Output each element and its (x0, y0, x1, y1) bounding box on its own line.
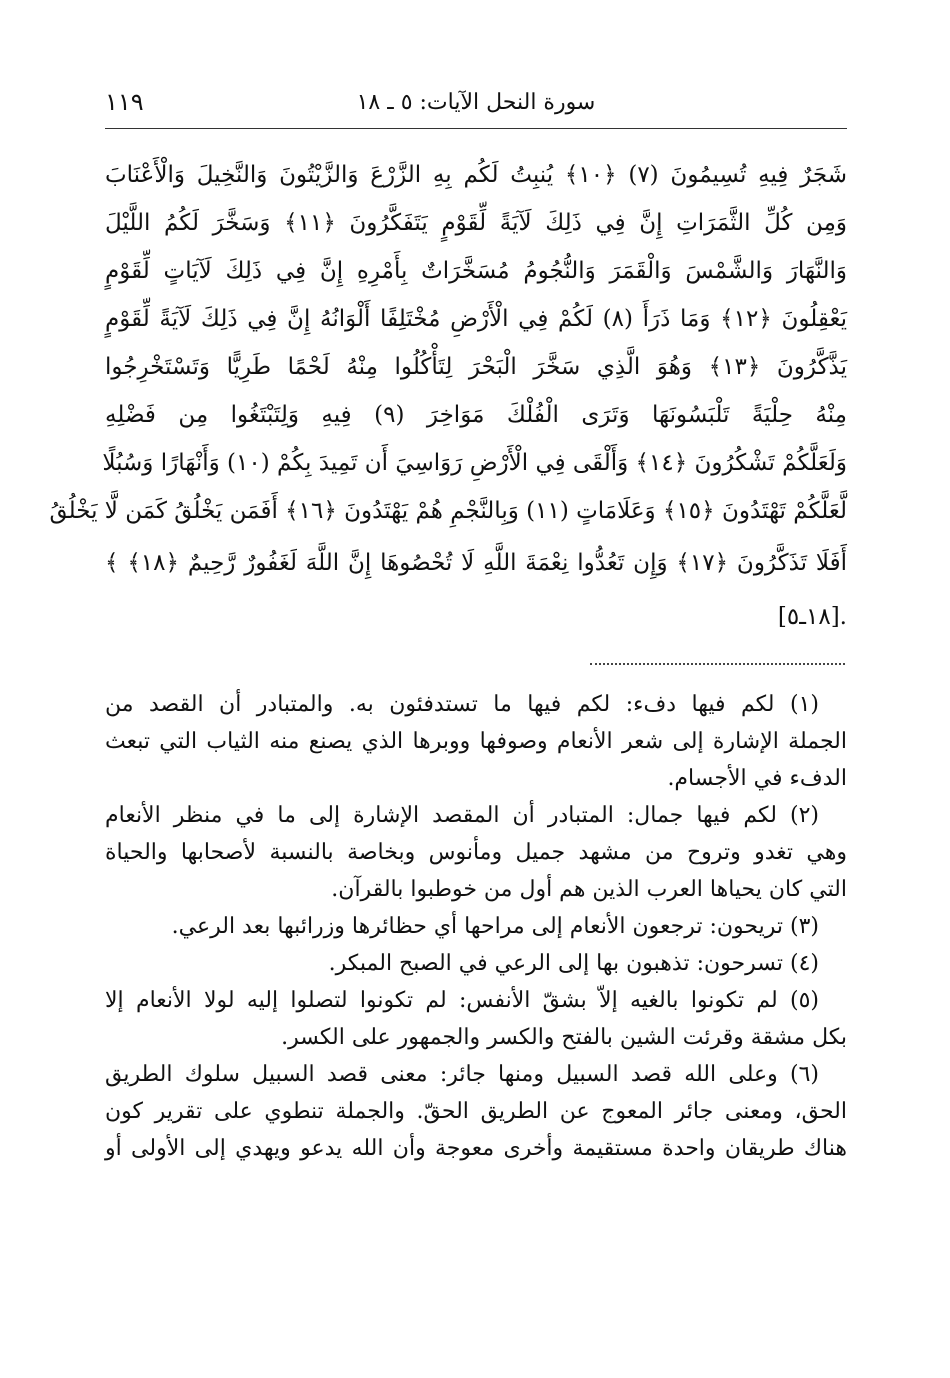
header-rule (105, 128, 847, 129)
verse-line: وَمِن كُلِّ الثَّمَرَاتِ إِنَّ فِي ذَلِكَ لَآيَةً لِّقَوْمٍ يَتَفَكَّرُونَ ﴿١١﴾ وَسَخَّرَ لَكُمُ اللَّيْلَ (105, 210, 847, 236)
running-title: سورة النحل الآيات: ٥ ـ ١٨ (356, 90, 596, 115)
footnote-line: بكل مشقة وقرئت الشين بالفتح والكسر والجمهور على الكسر. (281, 1025, 847, 1050)
verse-line: أَفَلَا تَذَكَّرُونَ ﴿١٧﴾ وَإِن تَعُدُّوا نِعْمَةَ اللَّهِ لَا تُحْصُوهَا إِنَّ اللَّهَ لَغَفُورٌ رَّحِيمٌ ﴿١٨﴾ ﴾ (105, 550, 847, 576)
verse-line: شَجَرٌ فِيهِ تُسِيمُونَ (٧) ﴿١٠﴾ يُنبِتُ لَكُم بِهِ الزَّرْعَ وَالزَّيْتُونَ وَالنَّخِيلَ وَالْأَعْنَابَ (105, 162, 847, 188)
footnote-line: التي كان يحياها العرب الذين هم أول من خوطبوا بالقرآن. (331, 877, 847, 902)
footnote-line: (٦) وعلى الله قصد السبيل ومنها جائر: معنى قصد السبيل سلوك الطريق (105, 1062, 819, 1087)
verse-line: مِنْهُ حِلْيَةً تَلْبَسُونَهَا وَتَرَى الْفُلْكَ مَوَاخِرَ (٩) فِيهِ وَلِتَبْتَغُوا مِن فَضْلِهِ (105, 402, 847, 428)
verse-line: لَّعَلَّكُمْ تَهْتَدُونَ ﴿١٥﴾ وَعَلَامَاتٍ (١١) وَبِالنَّجْمِ هُمْ يَهْتَدُونَ ﴿١٦﴾ أَفَمَن يَخْلُقُ كَمَن لَّا يَخْلُقُ (49, 498, 847, 524)
footnote-line: (٥) لم تكونوا بالغيه إلاّ بشقّ الأنفس: لم تكونوا لتصلوا إليه لولا الأنعام إلا (105, 988, 819, 1013)
footnote-line: (٣) تريحون: ترجعون الأنعام إلى مراحها أي حظائرها وزرائبها بعد الرعي. (171, 914, 819, 939)
footnote-line: (٢) لكم فيها جمال: المتبادر أن المقصد الإشارة إلى ما في منظر الأنعام (105, 803, 819, 828)
footnote-line: الحق، ومعنى جائر المعوج عن الطريق الحقّ. والجملة تنطوي على تقرير كون (105, 1099, 847, 1124)
verse-line: يَذَّكَّرُونَ ﴿١٣﴾ وَهُوَ الَّذِي سَخَّرَ الْبَحْرَ لِتَأْكُلُوا مِنْهُ لَحْمًا طَرِيًّا وَتَسْتَخْرِجُوا (105, 354, 847, 380)
page-header (105, 88, 847, 122)
footnote-line: (٤) تسرحون: تذهبون بها إلى الرعي في الصبح المبكر. (328, 951, 819, 976)
verse-line: وَالنَّهَارَ وَالشَّمْسَ وَالْقَمَرَ وَالنُّجُومُ مُسَخَّرَاتٌ بِأَمْرِهِ إِنَّ فِي ذَلِكَ لَآيَاتٍ لِّقَوْمٍ (105, 258, 847, 284)
footnote-separator (590, 663, 845, 665)
footnote-line: (١) لكم فيها دفء: لكم فيها ما تستدفئون به. والمتبادر أن القصد من (105, 692, 819, 717)
footnote-line: هناك طريقان واحدة مستقيمة وأخرى معوجة وأن الله يدعو ويهدي إلى الأولى أو (105, 1136, 847, 1161)
footnote-line: الدفء في الأجسام. (667, 766, 847, 791)
page-number: ١١٩ (105, 88, 144, 116)
verse-line: يَعْقِلُونَ ﴿١٢﴾ وَمَا ذَرَأَ (٨) لَكُمْ فِي الْأَرْضِ مُخْتَلِفًا أَلْوَانُهُ إِنَّ فِي ذَلِكَ لَآيَةً لِّقَوْمٍ (105, 306, 847, 332)
footnote-line: وهي تغدو وتروح من مشهد جميل ومأنوس وبخاصة بالنسبة لأصحابها والحياة (105, 840, 847, 865)
verse-line: وَلَعَلَّكُمْ تَشْكُرُونَ ﴿١٤﴾ وَأَلْقَى فِي الْأَرْضِ رَوَاسِيَ أَن تَمِيدَ بِكُمْ (١٠) وَأَنْهَارًا وَسُبُلًا (102, 450, 847, 476)
footnote-line: الجملة الإشارة إلى شعر الأنعام وصوفها ووبرها الذي يصنع منه الثياب التي تبعث (105, 729, 847, 754)
verse-range: .[١٨ـ٥] (777, 604, 847, 630)
